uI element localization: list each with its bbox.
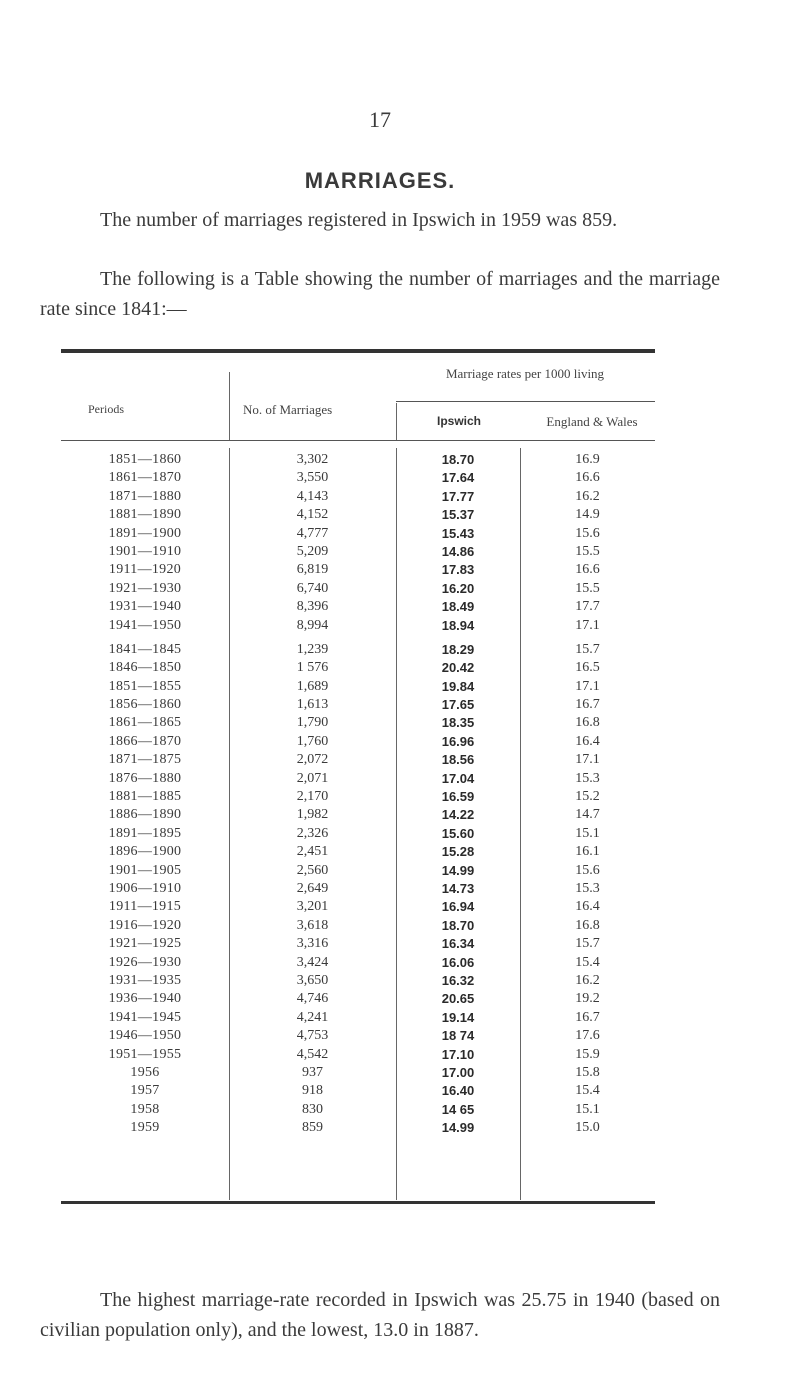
period-cell: 1931—1940 xyxy=(108,599,182,615)
period-cell: 1958 xyxy=(130,1101,160,1117)
period-cell: 1916—1920 xyxy=(108,917,182,933)
period-cell: 1891—1895 xyxy=(108,825,182,841)
period-cell: 1871—1880 xyxy=(108,488,182,504)
header-england-wales: England & Wales xyxy=(546,414,638,429)
period-cell: 1906—1910 xyxy=(108,880,182,896)
table-row xyxy=(61,1082,655,1100)
table-top-rule xyxy=(61,349,655,353)
england-wales-rate-cell: 16.1 xyxy=(575,844,600,860)
header-rule xyxy=(61,440,655,441)
england-wales-rate-cell: 15.2 xyxy=(575,789,600,805)
period-cell: 1921—1925 xyxy=(108,936,182,952)
table-row xyxy=(61,843,655,861)
ipswich-rate-cell: 17.64 xyxy=(441,470,475,486)
table-row xyxy=(61,714,655,732)
england-wales-rate-cell: 15.9 xyxy=(575,1046,600,1062)
table-row xyxy=(61,935,655,953)
marriages-cell: 1 576 xyxy=(296,660,329,676)
table-row xyxy=(61,825,655,843)
ipswich-rate-cell: 17.00 xyxy=(441,1064,475,1080)
ipswich-rate-cell: 14.99 xyxy=(441,862,475,878)
ipswich-rate-cell: 15.60 xyxy=(441,825,475,841)
marriages-cell: 5,209 xyxy=(296,543,329,559)
period-cell: 1881—1890 xyxy=(108,507,182,523)
table-row xyxy=(61,1101,655,1119)
ipswich-rate-cell: 16.59 xyxy=(441,789,475,805)
england-wales-rate-cell: 15.5 xyxy=(575,543,600,559)
marriages-cell: 2,170 xyxy=(296,789,329,805)
england-wales-rate-cell: 15.6 xyxy=(575,862,600,878)
marriages-cell: 3,618 xyxy=(296,917,329,933)
england-wales-rate-cell: 14.9 xyxy=(575,507,600,523)
period-cell: 1881—1885 xyxy=(108,789,182,805)
period-cell: 1959 xyxy=(130,1120,160,1136)
marriages-cell: 4,753 xyxy=(296,1028,329,1044)
period-cell: 1861—1865 xyxy=(108,715,182,731)
marriages-cell: 2,072 xyxy=(296,752,329,768)
period-cell: 1911—1920 xyxy=(108,562,182,578)
marriages-cell: 1,689 xyxy=(296,678,329,694)
ipswich-rate-cell: 16.94 xyxy=(441,899,475,915)
marriages-cell: 4,143 xyxy=(296,488,329,504)
england-wales-rate-cell: 15.0 xyxy=(575,1120,600,1136)
ipswich-rate-cell: 16.06 xyxy=(441,954,475,970)
intro-paragraph: The number of marriages registered in Ipswich in 1959 was 859. xyxy=(100,209,618,231)
table-row xyxy=(61,917,655,935)
marriages-cell: 2,071 xyxy=(296,770,329,786)
table-row xyxy=(61,990,655,1008)
marriages-cell: 859 xyxy=(302,1120,323,1136)
period-cell: 1956 xyxy=(130,1064,160,1080)
england-wales-rate-cell: 17.1 xyxy=(575,678,600,694)
table-row xyxy=(61,469,655,487)
marriages-cell: 4,746 xyxy=(296,991,329,1007)
england-wales-rate-cell: 17.6 xyxy=(575,1028,600,1044)
period-cell: 1876—1880 xyxy=(108,770,182,786)
header-ipswich: Ipswich xyxy=(436,414,481,428)
england-wales-rate-cell: 15.5 xyxy=(575,580,600,596)
england-wales-rate-cell: 15.7 xyxy=(575,641,600,657)
ipswich-rate-cell: 15.37 xyxy=(441,507,475,523)
ipswich-rate-cell: 15.28 xyxy=(441,844,475,860)
ipswich-rate-cell: 16.96 xyxy=(441,733,475,749)
period-cell: 1957 xyxy=(130,1083,160,1099)
england-wales-rate-cell: 15.6 xyxy=(575,525,600,541)
period-cell: 1861—1870 xyxy=(108,470,182,486)
england-wales-rate-cell: 15.3 xyxy=(575,880,600,896)
ipswich-rate-cell: 18.49 xyxy=(441,599,475,615)
subheader-rule xyxy=(396,401,655,402)
column-divider xyxy=(229,372,230,440)
period-cell: 1911—1915 xyxy=(108,899,182,915)
england-wales-rate-cell: 15.7 xyxy=(575,936,600,952)
ipswich-rate-cell: 18.35 xyxy=(441,715,475,731)
period-cell: 1851—1855 xyxy=(108,678,182,694)
table-row xyxy=(61,880,655,898)
period-cell: 1871—1875 xyxy=(108,752,182,768)
england-wales-rate-cell: 17.1 xyxy=(575,617,600,633)
ipswich-rate-cell: 18.70 xyxy=(441,917,475,933)
marriages-cell: 2,560 xyxy=(296,862,329,878)
marriages-cell: 4,542 xyxy=(296,1046,329,1062)
england-wales-rate-cell: 16.6 xyxy=(575,562,600,578)
ipswich-rate-cell: 17.83 xyxy=(441,562,475,578)
england-wales-rate-cell: 15.4 xyxy=(575,954,600,970)
table-row xyxy=(61,659,655,677)
period-cell: 1846—1850 xyxy=(108,660,182,676)
marriages-cell: 8,994 xyxy=(296,617,329,633)
table-row xyxy=(61,678,655,696)
marriages-cell: 2,649 xyxy=(296,880,329,896)
england-wales-rate-cell: 16.6 xyxy=(575,470,600,486)
period-cell: 1896—1900 xyxy=(108,844,182,860)
england-wales-rate-cell: 15.1 xyxy=(575,825,600,841)
marriages-cell: 3,424 xyxy=(296,954,329,970)
ipswich-rate-cell: 17.04 xyxy=(441,770,475,786)
marriages-cell: 8,396 xyxy=(296,599,329,615)
ipswich-rate-cell: 14.22 xyxy=(441,807,475,823)
period-cell: 1901—1905 xyxy=(108,862,182,878)
england-wales-rate-cell: 16.8 xyxy=(575,715,600,731)
table-row xyxy=(61,1027,655,1045)
marriages-cell: 2,451 xyxy=(296,844,329,860)
ipswich-rate-cell: 14.73 xyxy=(441,880,475,896)
ipswich-rate-cell: 18 74 xyxy=(441,1028,475,1044)
table-row xyxy=(61,806,655,824)
period-cell: 1926—1930 xyxy=(108,954,182,970)
marriages-cell: 6,740 xyxy=(296,580,329,596)
england-wales-rate-cell: 19.2 xyxy=(575,991,600,1007)
table-row xyxy=(61,751,655,769)
ipswich-rate-cell: 18.70 xyxy=(441,452,475,467)
period-cell: 1936—1940 xyxy=(108,991,182,1007)
table-row xyxy=(61,788,655,806)
ipswich-rate-cell: 20.42 xyxy=(441,660,475,676)
table-row xyxy=(61,1064,655,1082)
england-wales-rate-cell: 16.8 xyxy=(575,917,600,933)
ipswich-rate-cell: 19.84 xyxy=(441,678,475,694)
ipswich-rate-cell: 16.20 xyxy=(441,580,475,596)
ipswich-rate-cell: 18.94 xyxy=(441,617,475,633)
table-row xyxy=(61,1046,655,1064)
marriages-cell: 3,302 xyxy=(296,452,329,467)
england-wales-rate-cell: 16.2 xyxy=(575,972,600,988)
header-number-of-marriages: No. of Marriages xyxy=(243,402,333,417)
column-divider xyxy=(396,403,397,440)
header-periods: Periods xyxy=(88,402,124,416)
period-cell: 1931—1935 xyxy=(108,972,182,988)
table-row xyxy=(61,598,655,616)
table-row xyxy=(61,506,655,524)
period-cell: 1891—1900 xyxy=(108,525,182,541)
marriages-cell: 3,201 xyxy=(296,899,329,915)
marriages-cell: 1,239 xyxy=(296,641,329,657)
ipswich-rate-cell: 16.32 xyxy=(441,972,475,988)
england-wales-rate-cell: 15.3 xyxy=(575,770,600,786)
closing-paragraph: The highest marriage-rate recorded in Ipswich was 25.75 in 1940 (based on civilian population only), and the lowest, 13.0 in 1887. xyxy=(40,1289,720,1341)
ipswich-rate-cell: 17.10 xyxy=(441,1046,475,1062)
table-row xyxy=(61,561,655,579)
marriages-cell: 4,241 xyxy=(296,1009,329,1025)
marriages-cell: 3,550 xyxy=(296,470,329,486)
ipswich-rate-cell: 17.65 xyxy=(441,697,475,713)
table-row xyxy=(61,770,655,788)
ipswich-rate-cell: 17.77 xyxy=(441,488,475,504)
table-row xyxy=(61,733,655,751)
marriages-cell: 3,316 xyxy=(296,936,329,952)
england-wales-rate-cell: 16.4 xyxy=(575,899,600,915)
table-row xyxy=(61,696,655,714)
marriages-cell: 1,760 xyxy=(296,733,329,749)
marriages-cell: 3,650 xyxy=(296,972,329,988)
ipswich-rate-cell: 16.40 xyxy=(441,1083,475,1099)
england-wales-rate-cell: 16.5 xyxy=(575,660,600,676)
ipswich-rate-cell: 14.86 xyxy=(441,543,475,559)
england-wales-rate-cell: 17.1 xyxy=(575,752,600,768)
table-row xyxy=(61,898,655,916)
table-row xyxy=(61,451,655,469)
marriages-cell: 918 xyxy=(302,1083,323,1099)
table-row xyxy=(61,862,655,880)
period-cell: 1841—1845 xyxy=(108,641,182,657)
marriages-cell: 2,326 xyxy=(296,825,329,841)
ipswich-rate-cell: 18.29 xyxy=(441,641,475,657)
period-cell: 1866—1870 xyxy=(108,733,182,749)
period-cell: 1851—1860 xyxy=(108,452,182,467)
table-row xyxy=(61,617,655,635)
period-cell: 1901—1910 xyxy=(108,543,182,559)
page-title: MARRIAGES. xyxy=(304,168,456,193)
marriages-cell: 937 xyxy=(302,1064,323,1080)
header-marriage-rates: Marriage rates per 1000 living xyxy=(445,366,605,381)
table-row xyxy=(61,1119,655,1137)
marriages-cell: 6,819 xyxy=(296,562,329,578)
marriages-cell: 4,152 xyxy=(296,507,329,523)
marriages-cell: 1,982 xyxy=(296,807,329,823)
period-cell: 1951—1955 xyxy=(108,1046,182,1062)
table-row xyxy=(61,1009,655,1027)
table-row xyxy=(61,641,655,659)
table-row xyxy=(61,954,655,972)
england-wales-rate-cell: 15.4 xyxy=(575,1083,600,1099)
england-wales-rate-cell: 15.1 xyxy=(575,1101,600,1117)
table-row xyxy=(61,580,655,598)
page-number: 17 xyxy=(369,107,391,132)
england-wales-rate-cell: 17.7 xyxy=(575,599,600,615)
period-cell: 1941—1945 xyxy=(108,1009,182,1025)
ipswich-rate-cell: 15.43 xyxy=(441,525,475,541)
marriages-cell: 4,777 xyxy=(296,525,329,541)
table-body xyxy=(61,451,655,1137)
ipswich-rate-cell: 16.34 xyxy=(441,936,475,952)
england-wales-rate-cell: 16.4 xyxy=(575,733,600,749)
england-wales-rate-cell: 14.7 xyxy=(575,807,600,823)
table-intro-paragraph: The following is a Table showing the number of marriages and the marriage rate since 1841:— xyxy=(40,268,720,320)
table-row xyxy=(61,972,655,990)
table-row xyxy=(61,488,655,506)
marriages-cell: 830 xyxy=(302,1101,323,1117)
period-cell: 1856—1860 xyxy=(108,697,182,713)
period-cell: 1921—1930 xyxy=(108,580,182,596)
marriages-cell: 1,790 xyxy=(296,715,329,731)
period-cell: 1941—1950 xyxy=(108,617,182,633)
ipswich-rate-cell: 14 65 xyxy=(441,1101,475,1117)
england-wales-rate-cell: 16.7 xyxy=(575,1009,600,1025)
table-row xyxy=(61,525,655,543)
england-wales-rate-cell: 16.7 xyxy=(575,697,600,713)
ipswich-rate-cell: 19.14 xyxy=(441,1009,475,1025)
england-wales-rate-cell: 16.9 xyxy=(575,452,600,467)
marriages-cell: 1,613 xyxy=(296,697,329,713)
england-wales-rate-cell: 15.8 xyxy=(575,1064,600,1080)
table-row xyxy=(61,543,655,561)
ipswich-rate-cell: 14.99 xyxy=(441,1120,475,1136)
table-bottom-rule xyxy=(61,1201,655,1204)
england-wales-rate-cell: 16.2 xyxy=(575,488,600,504)
ipswich-rate-cell: 20.65 xyxy=(441,991,475,1007)
period-cell: 1946—1950 xyxy=(108,1028,182,1044)
period-cell: 1886—1890 xyxy=(108,807,182,823)
ipswich-rate-cell: 18.56 xyxy=(441,752,475,768)
